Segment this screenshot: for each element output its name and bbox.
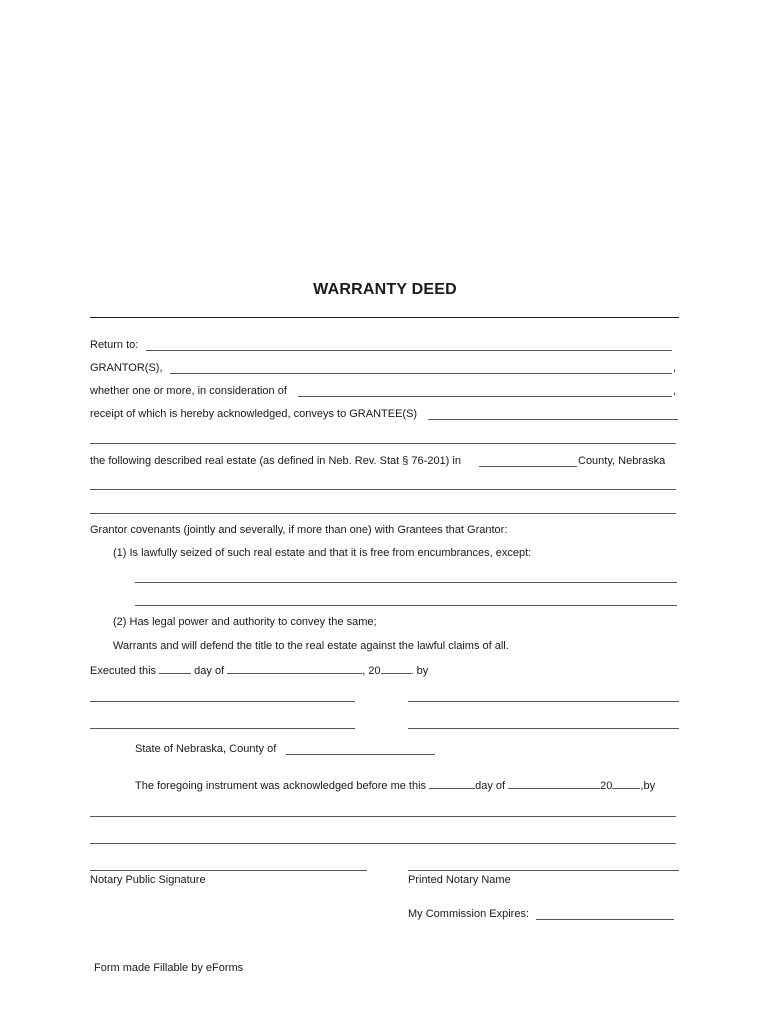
- grantor-signature-line-1[interactable]: [90, 701, 355, 702]
- return-to-label: Return to:: [90, 339, 139, 351]
- acknowledged-by-label: ,by: [640, 780, 656, 792]
- grantee-field[interactable]: [428, 419, 678, 420]
- receipt-label: receipt of which is hereby acknowledged, conveys to GRANTEE(S): [90, 408, 418, 420]
- executed-this-label: Executed this: [90, 665, 157, 677]
- document-title: WARRANTY DEED: [313, 281, 457, 298]
- executed-month-field[interactable]: [227, 663, 362, 674]
- encumbrances-line-1[interactable]: [135, 582, 677, 583]
- title-divider: [90, 317, 679, 318]
- covenants-intro: Grantor covenants (jointly and severally, if more than one) with Grantees that Grantor:: [90, 524, 508, 536]
- commission-expires-label: My Commission Expires:: [408, 908, 530, 920]
- grantor-signature-line-2[interactable]: [408, 701, 679, 702]
- executed-by-label: . by: [410, 665, 429, 677]
- acknowledged-by-line-1[interactable]: [90, 816, 676, 817]
- acknowledged-day-of-label: day of: [475, 780, 506, 792]
- grantor-signature-line-3[interactable]: [90, 728, 355, 729]
- acknowledged-month-field[interactable]: [508, 778, 600, 789]
- commission-expires-field[interactable]: [536, 919, 674, 920]
- warrants-text: Warrants and will defend the title to the real estate against the lawful claims of all.: [113, 640, 509, 652]
- acknowledged-text: The foregoing instrument was acknowledged before me this: [135, 780, 427, 792]
- executed-line: [90, 663, 428, 678]
- grantor-field[interactable]: [170, 373, 672, 374]
- notary-signature-label: Notary Public Signature: [90, 874, 206, 886]
- executed-year-prefix: , 20: [362, 665, 381, 677]
- legal-description-line-2[interactable]: [90, 513, 676, 514]
- acknowledged-day-field[interactable]: [429, 778, 475, 789]
- notary-signature-line[interactable]: [90, 870, 367, 871]
- printed-notary-name-line[interactable]: [408, 870, 679, 871]
- acknowledged-year-prefix: 20: [600, 780, 613, 792]
- executed-day-of-label: day of: [194, 665, 225, 677]
- footer-note: Form made Fillable by eForms: [94, 962, 244, 974]
- acknowledged-by-line-2[interactable]: [90, 843, 676, 844]
- real-estate-label: the following described real estate (as defined in Neb. Rev. Stat § 76-201) in: [90, 455, 461, 467]
- notary-county-field[interactable]: [286, 754, 435, 755]
- acknowledgment-line: [135, 778, 655, 793]
- county-field[interactable]: [479, 466, 577, 467]
- encumbrances-line-2[interactable]: [135, 605, 677, 606]
- return-to-field[interactable]: [146, 350, 672, 351]
- covenant-1: (1) Is lawfully seized of such real estate and that it is free from encumbrances, except:: [113, 547, 532, 559]
- grantee-field-line-2[interactable]: [90, 443, 676, 444]
- executed-day-field[interactable]: [159, 663, 191, 674]
- consideration-field[interactable]: [298, 396, 672, 397]
- county-nebraska-label: County, Nebraska: [578, 455, 666, 467]
- consideration-label: whether one or more, in consideration of: [90, 385, 287, 397]
- state-county-label: State of Nebraska, County of: [135, 743, 277, 755]
- grantor-label: GRANTOR(S),: [90, 362, 163, 374]
- grantor-signature-line-4[interactable]: [408, 728, 679, 729]
- acknowledged-year-field[interactable]: [612, 778, 640, 789]
- grantor-comma: ,: [673, 362, 677, 374]
- printed-notary-name-label: Printed Notary Name: [408, 874, 511, 886]
- consideration-comma: ,: [673, 385, 677, 397]
- covenant-2: (2) Has legal power and authority to convey the same;: [113, 616, 377, 628]
- legal-description-line-1[interactable]: [90, 489, 676, 490]
- executed-year-field[interactable]: [381, 663, 411, 674]
